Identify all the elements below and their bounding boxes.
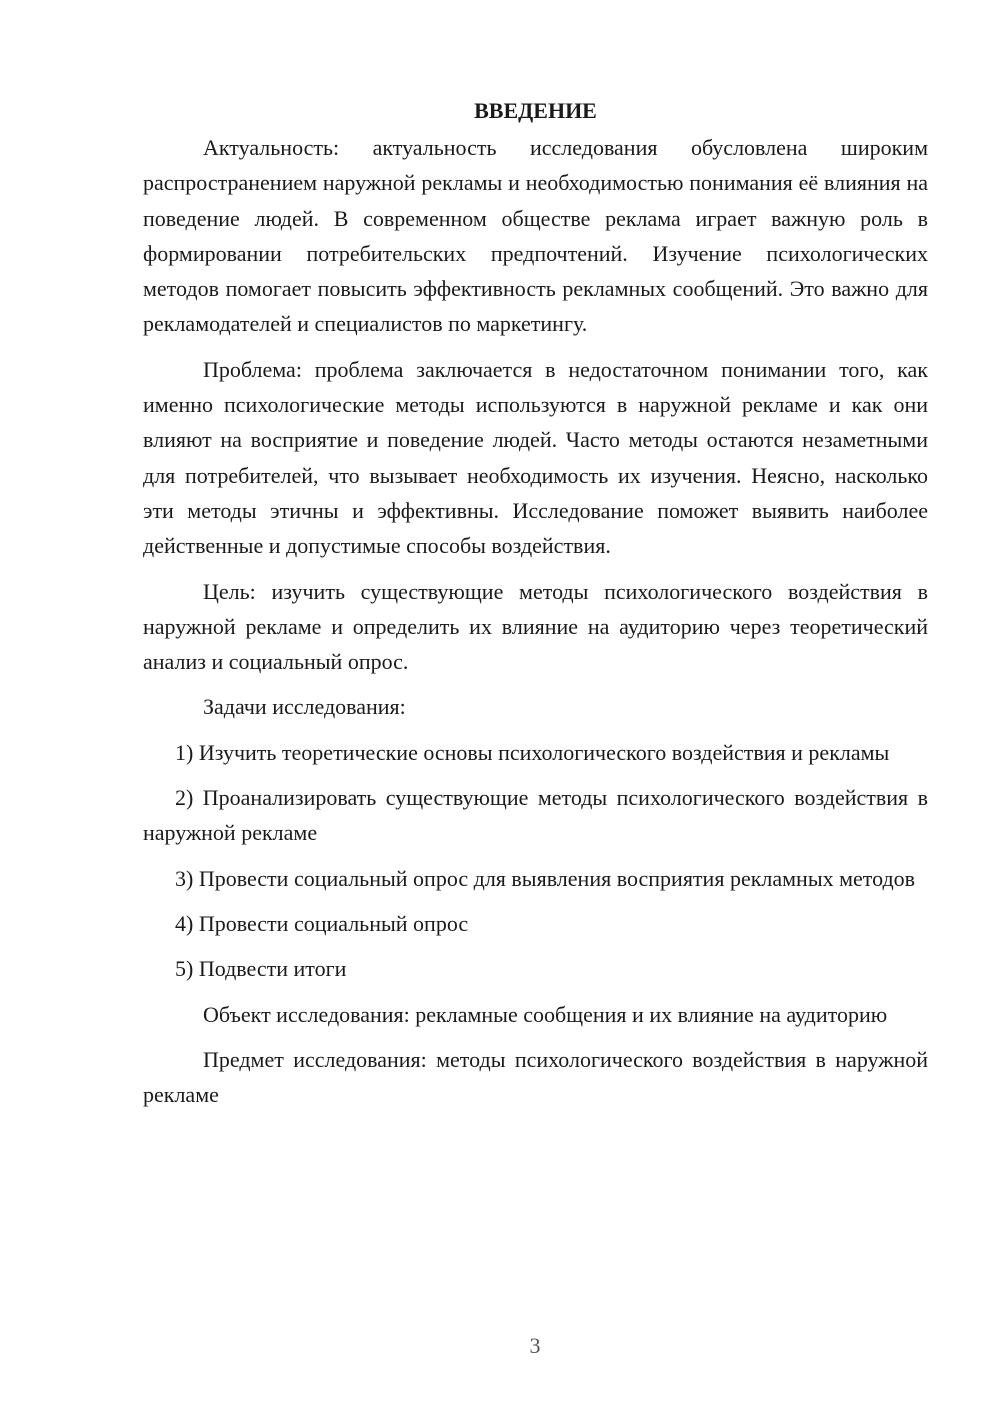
task-item-4: 4) Провести социальный опрос: [175, 910, 469, 936]
object-paragraph: Объект исследования: рекламные сообщения и их влияние на аудиторию: [203, 1001, 888, 1027]
tasks-heading: Задачи исследования:: [203, 694, 406, 720]
page-title: ВВЕДЕНИЕ: [474, 98, 597, 123]
subject-paragraph: Предмет исследования: методы психологического воздействия в наружной рекламе: [143, 1046, 928, 1108]
problem-paragraph: Проблема: проблема заключается в недостаточном понимании того, как именно психологические методы используются в наружной рекламе и как они влияют на восприятие и поведение людей. Часто методы остаются незаметными для потребителей, что вызывает необходимость их изучения. Неясно, насколько эти методы этичны и эффективны. Исследование поможет выявить наиболее действенные и допустимые способы воздействия.: [143, 356, 928, 559]
relevance-paragraph: Актуальность: актуальность исследования обусловлена широким распространением наружной рекламы и необходимостью понимания её влияния на поведение людей. В современном обществе реклама играет важную роль в формировании потребительских предпочтений. Изучение психологических методов помогает повысить эффективность рекламных сообщений. Это важно для рекламодателей и специалистов по маркетингу.: [143, 135, 928, 337]
task-item-2: 2) Проанализировать существующие методы психологического воздействия в наружной рекламе: [143, 785, 928, 846]
task-item-1: 1) Изучить теоретические основы психологического воздействия и рекламы: [175, 739, 890, 765]
goal-paragraph: Цель: изучить существующие методы психологического воздействия в наружной рекламе и определить их влияние на аудиторию через теоретический анализ и социальный опрос.: [143, 578, 928, 675]
page-number: 3: [529, 1333, 541, 1358]
document-page: [143, 96, 928, 1122]
task-item-5: 5) Подвести итоги: [175, 956, 347, 982]
task-item-3: 3) Провести социальный опрос для выявления восприятия рекламных методов: [175, 865, 916, 891]
